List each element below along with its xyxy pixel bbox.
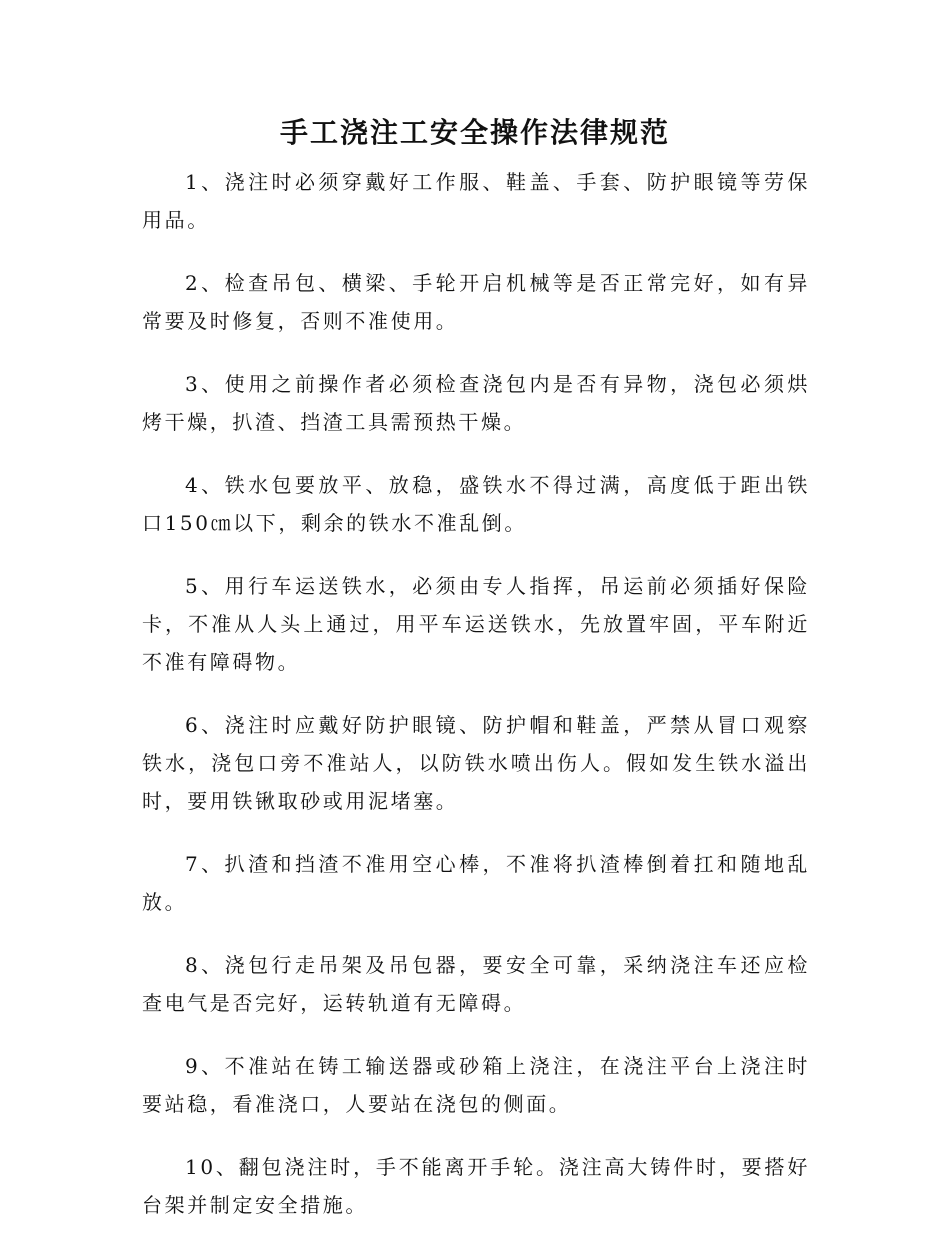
paragraph-7: 7、扒渣和挡渣不准用空心棒，不准将扒渣棒倒着扛和随地乱放。 xyxy=(142,852,810,914)
paragraph-10: 10、翻包浇注时，手不能离开手轮。浇注高大铸件时，要搭好台架并制定安全措施。 xyxy=(142,1155,810,1217)
paragraph-8: 8、浇包行走吊架及吊包器，要安全可靠，采纳浇注车还应检查电气是否完好，运转轨道有无障碍。 xyxy=(142,953,810,1015)
paragraph-3: 3、使用之前操作者必须检查浇包内是否有异物，浇包必须烘烤干燥，扒渣、挡渣工具需预热干燥。 xyxy=(142,372,810,434)
document-body xyxy=(142,163,810,1249)
paragraph-1: 1、浇注时必须穿戴好工作服、鞋盖、手套、防护眼镜等劳保用品。 xyxy=(142,170,810,232)
paragraph-4: 4、铁水包要放平、放稳，盛铁水不得过满，高度低于距出铁口150㎝以下，剩余的铁水不准乱倒。 xyxy=(142,473,810,535)
paragraph-5: 5、用行车运送铁水，必须由专人指挥，吊运前必须插好保险卡，不准从人头上通过，用平车运送铁水，先放置牢固，平车附近不准有障碍物。 xyxy=(142,574,810,674)
paragraph-2: 2、检查吊包、横梁、手轮开启机械等是否正常完好，如有异常要及时修复，否则不准使用。 xyxy=(142,271,810,333)
paragraph-6: 6、浇注时应戴好防护眼镜、防护帽和鞋盖，严禁从冒口观察铁水，浇包口旁不准站人，以防铁水喷出伤人。假如发生铁水溢出时，要用铁锹取砂或用泥堵塞。 xyxy=(142,713,810,813)
paragraph-9: 9、不准站在铸工输送器或砂箱上浇注，在浇注平台上浇注时要站稳，看准浇口，人要站在浇包的侧面。 xyxy=(142,1054,810,1116)
document-title: 手工浇注工安全操作法律规范 xyxy=(279,116,670,149)
